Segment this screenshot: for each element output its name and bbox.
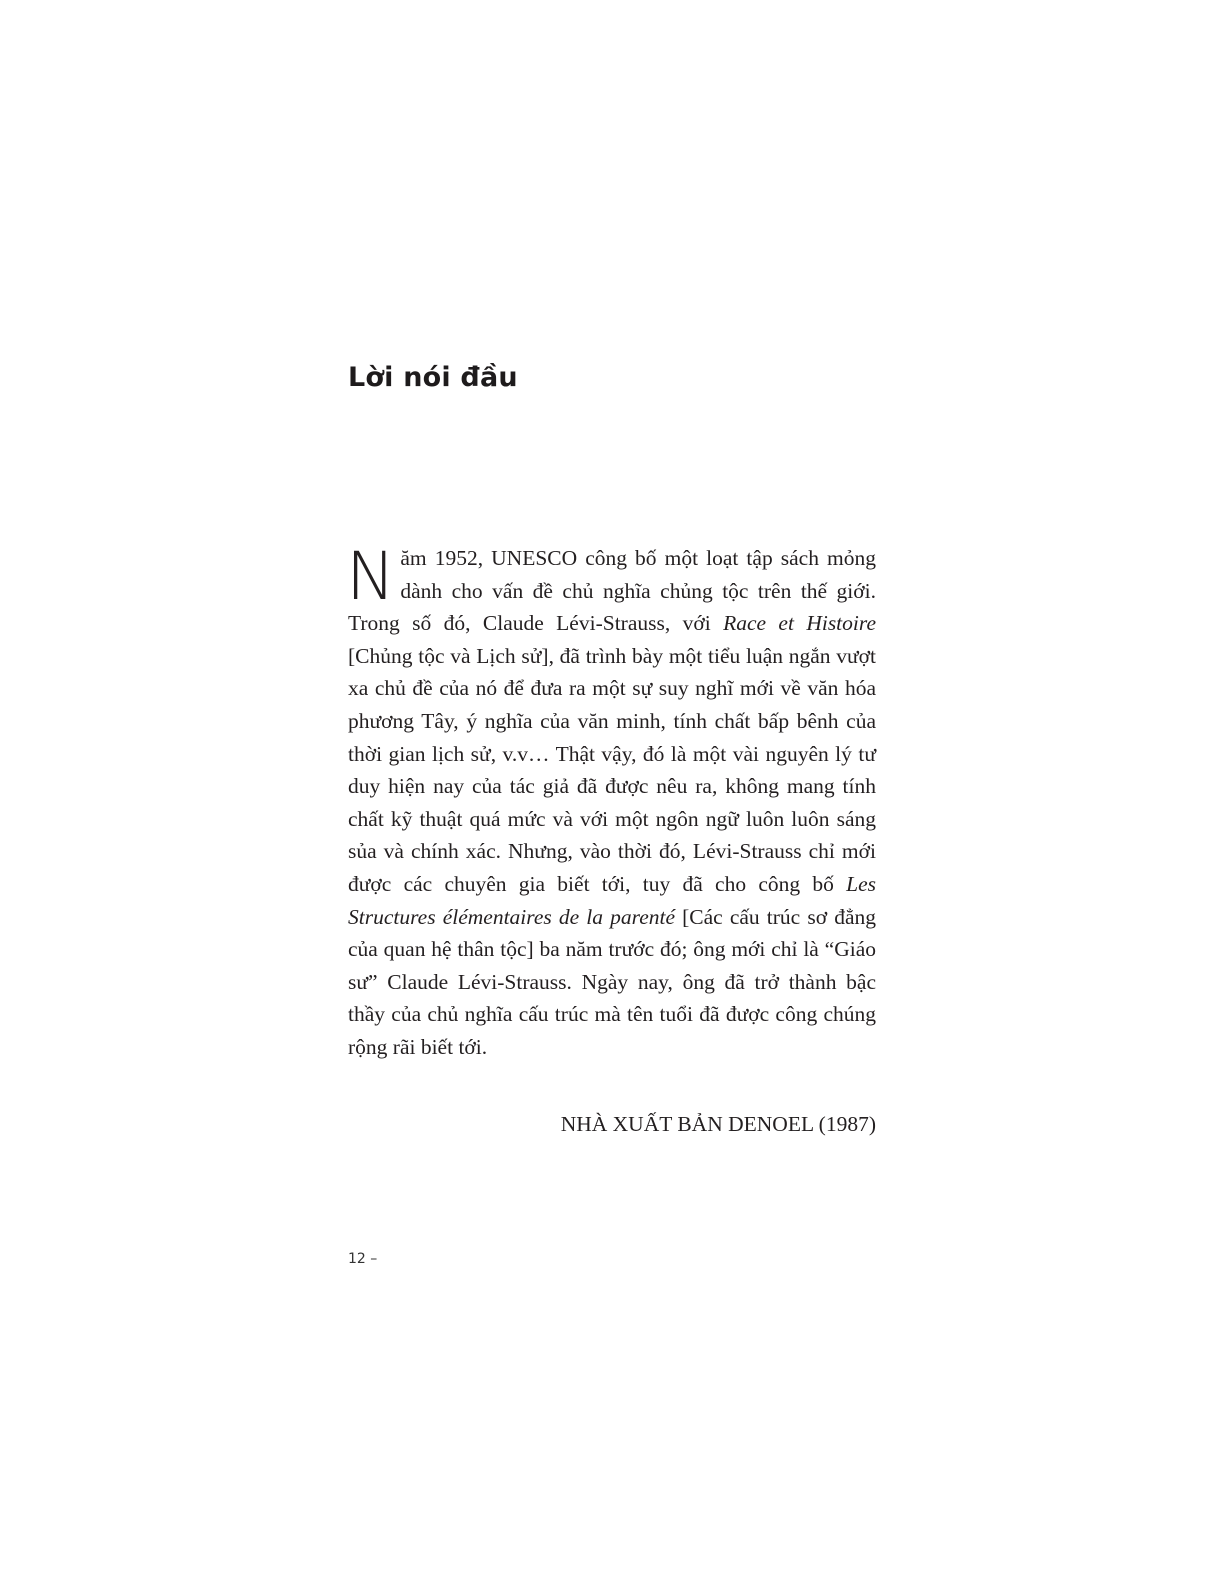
- book-title-race-et-histoire: Race et Histoire: [723, 611, 876, 636]
- publisher-signature: NHÀ XUẤT BẢN DENOEL (1987): [560, 1112, 876, 1136]
- book-title-structures-elementaires: Les Structures élémentaires de la parenté: [348, 871, 876, 929]
- paragraph-text-1: ăm 1952, UNESCO công bố một loạt tập sách mỏng dành cho vấn đề chủ nghĩa chủng tộc trên thế giới. Trong số đó, Claude Lévi-Strauss, với: [348, 546, 876, 636]
- drop-cap: N: [346, 538, 396, 615]
- page-number: 12 –: [348, 1251, 378, 1267]
- page-title: Lời nói đầu: [348, 362, 518, 393]
- paragraph-text-2: [Chủng tộc và Lịch sử], đã trình bày một tiểu luận ngắn vượt xa chủ đề của nó để đưa ra một sự suy nghĩ mới về văn hóa phương Tây, ý nghĩa của văn minh, tính chất bấp bênh của thời gian lịch sử, v.v… Thật vậy, đó là một vài nguyên lý tư duy hiện nay của tác giả đã được nêu ra, không mang tính chất kỹ thuật quá mức và với một ngôn ngữ luôn luôn sáng sủa và chính xác. Nhưng, vào thời đó, Lévi-Strauss chỉ mới được các chuyên gia biết tới, tuy đã cho công bố: [348, 643, 876, 896]
- preface-paragraph: [346, 538, 876, 1064]
- paragraph-text-3: [Các cấu trúc sơ đẳng của quan hệ thân tộc] ba năm trước đó; ông mới chỉ là “Giáo sư” Claude Lévi-Strauss. Ngày nay, ông đã trở thành bậc thầy của chủ nghĩa cấu trúc mà tên tuổi đã được công chúng rộng rãi biết tới.: [348, 904, 876, 1059]
